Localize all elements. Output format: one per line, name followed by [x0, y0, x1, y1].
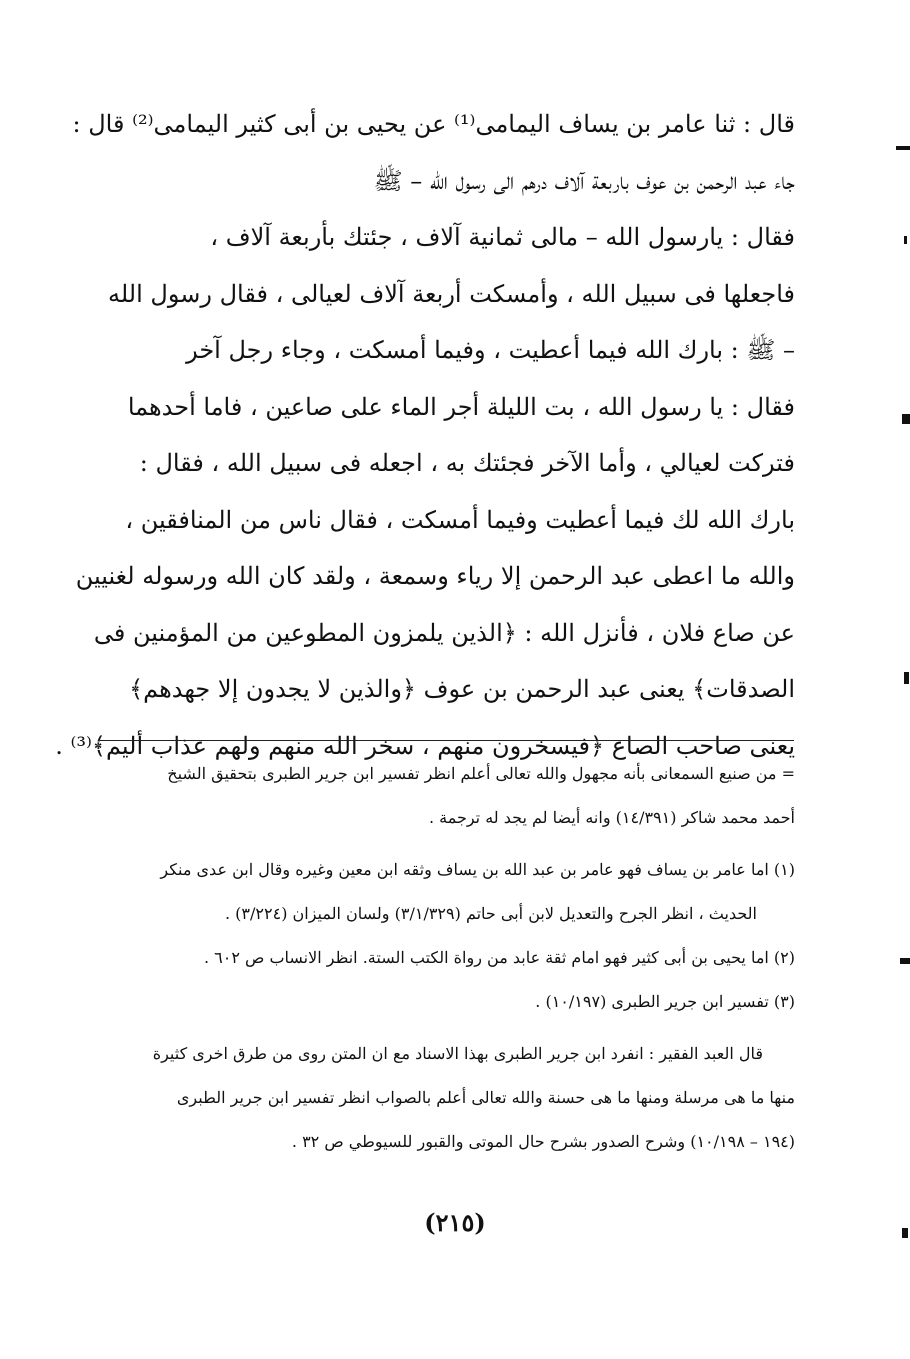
main-text-line: عن صاع فلان ، فأنزل الله : ﴿الذين يلمزون المطوعين من المؤمنين فى: [93, 618, 795, 647]
scan-edge-mark: [902, 414, 910, 424]
main-text-line: يعنى صاحب الصاع ﴿فيسخرون منهم ، سخر الله منهم ولهم عذاب أليم﴾⁽³⁾ .: [55, 731, 795, 760]
scan-edge-mark: [904, 672, 909, 684]
footnote-1-line: (١) اما عامر بن يساف فهو عامر بن عبد الله بن يساف وثقه ابن معين وغيره وقال ابن عدى منكر: [160, 860, 795, 879]
footnote-2: (٢) اما يحيى بن أبى كثير فهو امام ثقة عابد من رواة الكتب الستة. انظر الانساب ص ٦٠٢ .: [203, 948, 795, 967]
author-note-line: منها ما هى مرسلة ومنها ما هى حسنة والله تعالى أعلم بالصواب انظر تفسير ابن جرير الطبرى: [176, 1088, 795, 1107]
footnote-continuation-line: أحمد محمد شاكر (١٤/٣٩١) وانه أيضا لم يجد له ترجمة .: [428, 808, 795, 827]
main-text-line: قال : ثنا عامر بن يساف اليمامى⁽¹⁾ عن يحيى بن أبى كثير اليمامى⁽²⁾ قال :: [72, 110, 795, 138]
author-note-line: قال العبد الفقير : انفرد ابن جرير الطبرى بهذا الاسناد مع ان المتن روى من طرق اخرى كثيرة: [152, 1044, 763, 1063]
scan-edge-mark: [904, 236, 907, 244]
main-text-line: فاجعلها فى سبيل الله ، وأمسكت أربعة آلاف لعيالى ، فقال رسول الله: [107, 279, 795, 308]
page-number: (٢١٥): [424, 1208, 486, 1237]
main-text-line: والله ما اعطى عبد الرحمن إلا رياء وسمعة ، ولقد كان الله ورسوله لغنيين: [75, 562, 795, 590]
main-text-line: فقال : يا رسول الله ، بت الليلة أجر الماء على صاعين ، فاما أحدهما: [127, 392, 795, 421]
scan-edge-mark: [902, 1228, 908, 1238]
main-text-line: فقال : يارسول الله – مالى ثمانية آلاف ، جئتك بأربعة آلاف ،: [210, 223, 795, 251]
main-text-line: بارك الله لك فيما أعطيت وفيما أمسكت ، فقال ناس من المنافقين ،: [125, 505, 795, 534]
footnote-1-line: الحديث ، انظر الجرح والتعديل لابن أبى حاتم (٣/١/٣٢٩) ولسان الميزان (٣/٢٢٤) .: [225, 904, 757, 923]
author-note-line: (١٩٤ – ١٠/١٩٨) وشرح الصدور بشرح حال الموتى والقبور للسيوطي ص ٣٢ .: [291, 1132, 795, 1151]
footnote-3: (٣) تفسير ابن جرير الطبرى (١٠/١٩٧) .: [535, 992, 795, 1011]
footnotes-section: [100, 752, 795, 1164]
main-text-line: فتركت لعيالي ، وأما الآخر فجئتك به ، اجعله فى سبيل الله ، فقال :: [139, 449, 795, 477]
main-text-line: الصدقات﴾ يعنى عبد الرحمن بن عوف ﴿والذين لا يجدون إلا جهدهم﴾: [129, 675, 795, 703]
main-text-body: [55, 96, 795, 774]
main-text-line: – ﷺ : بارك الله فيما أعطيت ، وفيما أمسكت ، وجاء رجل آخر: [186, 336, 795, 364]
scan-edge-mark: [900, 958, 910, 964]
footnote-continuation-line: = من صنيع السمعانى بأنه مجهول والله تعالى أعلم انظر تفسير ابن جرير الطبرى بتحقيق الشيخ: [167, 764, 795, 783]
footnote-divider: [100, 740, 794, 741]
main-text-line: جاء عبد الرحمن بن عوف باربعة آلاف درهم الى رسول الله – ﷺ: [373, 166, 795, 195]
scan-edge-mark: [896, 146, 910, 150]
